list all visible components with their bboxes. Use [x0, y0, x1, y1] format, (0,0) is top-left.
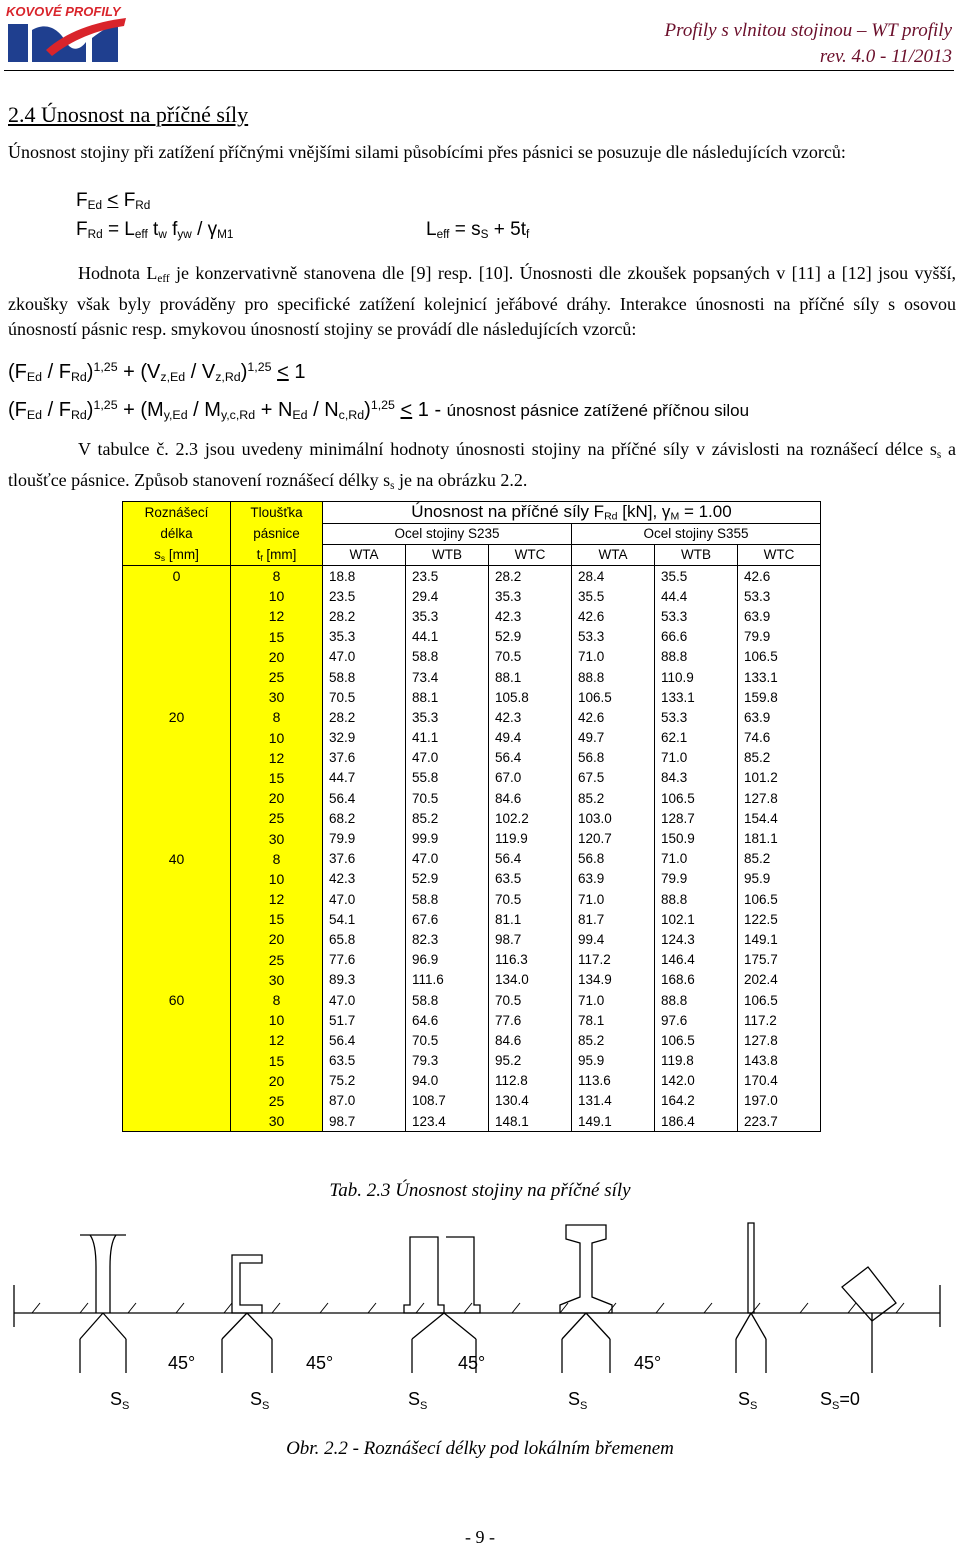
- cell-resistance-value: 95.9: [572, 1051, 655, 1071]
- table-row: [123, 707, 821, 727]
- cell-resistance-value: 95.2: [489, 1051, 572, 1071]
- cell-flange-thickness: 15: [231, 1051, 323, 1071]
- cell-resistance-value: 102.1: [655, 909, 738, 929]
- section-title: 2.4 Únosnost na příčné síly: [8, 102, 249, 127]
- cell-load-length: [123, 768, 231, 788]
- table-row: [123, 1010, 821, 1030]
- cell-resistance-value: 67.5: [572, 768, 655, 788]
- cell-resistance-value: 124.3: [655, 929, 738, 949]
- cell-flange-thickness: 30: [231, 828, 323, 848]
- cell-resistance-value: 81.7: [572, 909, 655, 929]
- table-row: [123, 606, 821, 626]
- cell-load-length: 20: [123, 707, 231, 727]
- cell-resistance-value: 119.9: [489, 828, 572, 848]
- cell-resistance-value: 81.1: [489, 909, 572, 929]
- table-row: [123, 990, 821, 1010]
- table-row: [123, 748, 821, 768]
- cell-resistance-value: 111.6: [406, 970, 489, 990]
- cell-resistance-value: 103.0: [572, 808, 655, 828]
- cell-resistance-value: 37.6: [323, 748, 406, 768]
- cell-resistance-value: 130.4: [489, 1091, 572, 1111]
- angle-label: 45°: [458, 1353, 486, 1373]
- cell-resistance-value: 47.0: [406, 748, 489, 768]
- load-distribution-figure: [0, 1205, 960, 1435]
- cell-resistance-value: 70.5: [323, 687, 406, 707]
- cell-load-length: [123, 1010, 231, 1030]
- cell-resistance-value: 77.6: [323, 950, 406, 970]
- table-row: [123, 566, 821, 587]
- cell-resistance-value: 74.6: [738, 728, 821, 748]
- cell-resistance-value: 47.0: [406, 849, 489, 869]
- header-steel-s235: Ocel stojiny S235: [323, 523, 572, 544]
- cell-load-length: [123, 586, 231, 606]
- table-row: [123, 808, 821, 828]
- document-title: Profily s vlnitou stojinou – WT profily: [664, 20, 952, 41]
- cell-resistance-value: 117.2: [572, 950, 655, 970]
- cell-resistance-value: 106.5: [738, 990, 821, 1010]
- cell-load-length: [123, 1030, 231, 1050]
- cell-resistance-value: 148.1: [489, 1111, 572, 1132]
- cell-resistance-value: 58.8: [406, 889, 489, 909]
- cell-flange-thickness: 8: [231, 849, 323, 869]
- cell-load-length: [123, 889, 231, 909]
- cell-flange-thickness: 15: [231, 909, 323, 929]
- cell-resistance-value: 53.3: [738, 586, 821, 606]
- cell-resistance-value: 142.0: [655, 1071, 738, 1091]
- cell-resistance-value: 202.4: [738, 970, 821, 990]
- cell-flange-thickness: 12: [231, 1030, 323, 1050]
- table-row: [123, 889, 821, 909]
- cell-resistance-value: 131.4: [572, 1091, 655, 1111]
- cell-resistance-value: 134.0: [489, 970, 572, 990]
- cell-resistance-value: 53.3: [572, 627, 655, 647]
- cell-flange-thickness: 12: [231, 606, 323, 626]
- cell-resistance-value: 164.2: [655, 1091, 738, 1111]
- cell-resistance-value: 47.0: [323, 647, 406, 667]
- cell-resistance-value: 42.3: [489, 606, 572, 626]
- cell-resistance-value: 44.7: [323, 768, 406, 788]
- cell-resistance-value: 42.3: [323, 869, 406, 889]
- cell-flange-thickness: 20: [231, 1071, 323, 1091]
- cell-resistance-value: 88.8: [655, 647, 738, 667]
- cell-resistance-value: 71.0: [655, 748, 738, 768]
- cell-load-length: [123, 627, 231, 647]
- table-row: [123, 1051, 821, 1071]
- table-row: [123, 1030, 821, 1050]
- document-header: [665, 18, 952, 70]
- angle-label: 45°: [168, 1353, 196, 1373]
- logo-text: KOVOVÉ PROFILY: [6, 4, 121, 19]
- cell-resistance-value: 49.7: [572, 728, 655, 748]
- cell-resistance-value: 58.8: [406, 990, 489, 1010]
- table-row: [123, 849, 821, 869]
- cell-resistance-value: 66.6: [655, 627, 738, 647]
- cell-resistance-value: 70.5: [406, 1030, 489, 1050]
- cell-flange-thickness: 10: [231, 586, 323, 606]
- cell-resistance-value: 47.0: [323, 990, 406, 1010]
- cell-resistance-value: 85.2: [572, 788, 655, 808]
- cell-resistance-value: 53.3: [655, 606, 738, 626]
- cell-resistance-value: 70.5: [406, 788, 489, 808]
- cell-load-length: [123, 828, 231, 848]
- cell-resistance-value: 119.8: [655, 1051, 738, 1071]
- header-type: WTA: [572, 544, 655, 565]
- cell-flange-thickness: 15: [231, 768, 323, 788]
- cell-resistance-value: 159.8: [738, 687, 821, 707]
- cell-resistance-value: 79.9: [655, 869, 738, 889]
- table-row: [123, 909, 821, 929]
- cell-flange-thickness: 25: [231, 667, 323, 687]
- cell-resistance-value: 106.5: [655, 1030, 738, 1050]
- cell-load-length: [123, 808, 231, 828]
- cell-resistance-value: 106.5: [655, 788, 738, 808]
- cell-resistance-value: 123.4: [406, 1111, 489, 1132]
- table-row: [123, 1111, 821, 1132]
- cell-resistance-value: 98.7: [489, 929, 572, 949]
- table-row: [123, 647, 821, 667]
- body-paragraph: Hodnota $L_{eff}$ je konzervativně stanovena dle [9] resp. [10]. Únosnosti dle zkoušek popsaných v [11] a [12] jsou vyšší, zkoušky však byly prováděny pro specifické zatížení kolejnicí jeřábové dráhy. Interakce únosnosti na příčné síly s osovou únosností pásnic resp. smykovou únosností stojiny se provádí dle následujících vzorců:: [8, 263, 957, 339]
- cell-resistance-value: 68.2: [323, 808, 406, 828]
- cell-resistance-value: 88.8: [655, 990, 738, 1010]
- cell-resistance-value: 149.1: [572, 1111, 655, 1132]
- cell-load-length: [123, 929, 231, 949]
- cell-resistance-value: 41.1: [406, 728, 489, 748]
- intro-paragraph: Únosnost stojiny při zatížení příčnými vnějšími silami působícími přes pásnici se posuzuje dle následujících vzorců:: [8, 142, 846, 162]
- cell-resistance-value: 44.1: [406, 627, 489, 647]
- cell-flange-thickness: 8: [231, 707, 323, 727]
- cell-load-length: [123, 728, 231, 748]
- cell-resistance-value: 175.7: [738, 950, 821, 970]
- cell-resistance-value: 84.6: [489, 788, 572, 808]
- cell-resistance-value: 95.9: [738, 869, 821, 889]
- header-type: WTC: [489, 544, 572, 565]
- cell-load-length: [123, 869, 231, 889]
- formula-resistance: $F_{Rd} = L_{eff}$ $t_w$ $f_{yw} / \gamma_{M1}$: [76, 219, 234, 241]
- cell-resistance-value: 35.5: [572, 586, 655, 606]
- cell-resistance-value: 127.8: [738, 788, 821, 808]
- cell-resistance-value: 88.8: [655, 889, 738, 909]
- cell-load-length: 40: [123, 849, 231, 869]
- cell-resistance-value: 122.5: [738, 909, 821, 929]
- cell-resistance-value: 51.7: [323, 1010, 406, 1030]
- table-row: [123, 828, 821, 848]
- cell-resistance-value: 88.8: [572, 667, 655, 687]
- cell-resistance-value: 79.9: [738, 627, 821, 647]
- cell-resistance-value: 133.1: [738, 667, 821, 687]
- cell-resistance-value: 73.4: [406, 667, 489, 687]
- table-row: [123, 950, 821, 970]
- header-cell-thickness-2: pásnice: [231, 523, 323, 544]
- cell-resistance-value: 88.1: [406, 687, 489, 707]
- cell-resistance-value: 127.8: [738, 1030, 821, 1050]
- cell-flange-thickness: 25: [231, 1091, 323, 1111]
- cell-load-length: [123, 606, 231, 626]
- cell-resistance-value: 28.2: [489, 566, 572, 587]
- ss-label: $S_S$: [408, 1389, 428, 1412]
- cell-resistance-value: 18.8: [323, 566, 406, 587]
- cell-resistance-value: 181.1: [738, 828, 821, 848]
- cell-load-length: [123, 970, 231, 990]
- cell-resistance-value: 88.1: [489, 667, 572, 687]
- header-type: WTA: [323, 544, 406, 565]
- cell-flange-thickness: 8: [231, 566, 323, 587]
- cell-resistance-value: 35.3: [489, 586, 572, 606]
- angle-label: 45°: [634, 1353, 662, 1373]
- cell-load-length: [123, 909, 231, 929]
- cell-flange-thickness: 12: [231, 889, 323, 909]
- table-caption: Tab. 2.3 Únosnost stojiny na příčné síly: [329, 1180, 631, 1201]
- cell-resistance-value: 56.8: [572, 748, 655, 768]
- cell-resistance-value: 28.4: [572, 566, 655, 587]
- cell-resistance-value: 55.8: [406, 768, 489, 788]
- cell-load-length: [123, 788, 231, 808]
- cell-resistance-value: 70.5: [489, 990, 572, 1010]
- cell-resistance-value: 56.8: [572, 849, 655, 869]
- cell-resistance-value: 98.7: [323, 1111, 406, 1132]
- table-row: [123, 929, 821, 949]
- cell-resistance-value: 87.0: [323, 1091, 406, 1111]
- cell-resistance-value: 63.5: [489, 869, 572, 889]
- cell-resistance-value: 105.8: [489, 687, 572, 707]
- cell-load-length: [123, 748, 231, 768]
- cell-resistance-value: 97.6: [655, 1010, 738, 1030]
- cell-resistance-value: 42.6: [572, 707, 655, 727]
- cell-resistance-value: 146.4: [655, 950, 738, 970]
- cell-resistance-value: 78.1: [572, 1010, 655, 1030]
- cell-resistance-value: 117.2: [738, 1010, 821, 1030]
- cell-resistance-value: 85.2: [738, 748, 821, 768]
- cell-resistance-value: 71.0: [572, 647, 655, 667]
- cell-flange-thickness: 30: [231, 687, 323, 707]
- cell-flange-thickness: 30: [231, 970, 323, 990]
- cell-resistance-value: 106.5: [738, 647, 821, 667]
- cell-flange-thickness: 30: [231, 1111, 323, 1132]
- cell-resistance-value: 99.9: [406, 828, 489, 848]
- angle-label: 45°: [306, 1353, 334, 1373]
- cell-resistance-value: 47.0: [323, 889, 406, 909]
- table-row: [123, 667, 821, 687]
- cell-resistance-value: 67.6: [406, 909, 489, 929]
- cell-resistance-value: 56.4: [323, 788, 406, 808]
- cell-resistance-value: 134.9: [572, 970, 655, 990]
- cell-load-length: [123, 687, 231, 707]
- cell-resistance-value: 62.1: [655, 728, 738, 748]
- cell-flange-thickness: 12: [231, 748, 323, 768]
- cell-resistance-value: 32.9: [323, 728, 406, 748]
- cell-resistance-value: 154.4: [738, 808, 821, 828]
- document-revision: rev. 4.0 - 11/2013: [819, 46, 952, 67]
- cell-resistance-value: 23.5: [323, 586, 406, 606]
- cell-load-length: [123, 647, 231, 667]
- cell-resistance-value: 106.5: [572, 687, 655, 707]
- interaction-formula-2: $(F_{Ed} / F_{Rd})^{1,25} + (M_{y,Ed} / M_{y,c,Rd} + N_{Ed} / N_{c,Rd})^{1,25} < 1$ - únosnost pásnice zatížené příčnou silou: [8, 398, 750, 422]
- cell-resistance-value: 65.8: [323, 929, 406, 949]
- header-cell-length: Roznášecí: [123, 502, 231, 524]
- cell-resistance-value: 84.3: [655, 768, 738, 788]
- cell-resistance-value: 186.4: [655, 1111, 738, 1132]
- cell-resistance-value: 120.7: [572, 828, 655, 848]
- formula-condition: $F_{Ed} < F_{Rd}$: [76, 190, 151, 212]
- table-row: [123, 869, 821, 889]
- cell-resistance-value: 170.4: [738, 1071, 821, 1091]
- cell-resistance-value: 133.1: [655, 687, 738, 707]
- table-row: [123, 1091, 821, 1111]
- cell-resistance-value: 85.2: [406, 808, 489, 828]
- cell-load-length: [123, 1111, 231, 1132]
- cell-resistance-value: 42.6: [572, 606, 655, 626]
- ss-label: $S_S$: [110, 1389, 130, 1412]
- cell-resistance-value: 56.4: [489, 748, 572, 768]
- cell-resistance-value: 149.1: [738, 929, 821, 949]
- cell-resistance-value: 128.7: [655, 808, 738, 828]
- cell-resistance-value: 197.0: [738, 1091, 821, 1111]
- formula-effective-length: $L_{eff} = s_S + 5t_f$: [426, 219, 530, 241]
- figure-caption: Obr. 2.2 - Roznášecí délky pod lokálním břemenem: [286, 1438, 674, 1459]
- cell-resistance-value: 63.9: [738, 606, 821, 626]
- cell-resistance-value: 70.5: [489, 647, 572, 667]
- cell-load-length: [123, 950, 231, 970]
- cell-resistance-value: 116.3: [489, 950, 572, 970]
- cell-resistance-value: 35.3: [323, 627, 406, 647]
- cell-resistance-value: 52.9: [489, 627, 572, 647]
- cell-resistance-value: 70.5: [489, 889, 572, 909]
- cell-resistance-value: 82.3: [406, 929, 489, 949]
- cell-load-length: [123, 1091, 231, 1111]
- cell-flange-thickness: 8: [231, 990, 323, 1010]
- cell-resistance-value: 75.2: [323, 1071, 406, 1091]
- header-cell-length-2: délka: [123, 523, 231, 544]
- cell-flange-thickness: 10: [231, 1010, 323, 1030]
- cell-resistance-value: 71.0: [655, 849, 738, 869]
- header-type: WTB: [406, 544, 489, 565]
- cell-resistance-value: 108.7: [406, 1091, 489, 1111]
- cell-resistance-value: 85.2: [738, 849, 821, 869]
- cell-resistance-value: 113.6: [572, 1071, 655, 1091]
- cell-resistance-value: 23.5: [406, 566, 489, 587]
- table-row: [123, 970, 821, 990]
- cell-resistance-value: 58.8: [406, 647, 489, 667]
- cell-flange-thickness: 20: [231, 929, 323, 949]
- resistance-table: [122, 501, 821, 1132]
- cell-resistance-value: 150.9: [655, 828, 738, 848]
- cell-resistance-value: 35.5: [655, 566, 738, 587]
- interaction-formula-1: $(F_{Ed} / F_{Rd})^{1,25} + (V_{z,Ed} / V_{z,Rd})^{1,25} < 1$: [8, 360, 306, 384]
- cell-resistance-value: 79.9: [323, 828, 406, 848]
- table-body: [123, 566, 821, 1132]
- cell-resistance-value: 64.6: [406, 1010, 489, 1030]
- ss-label: $S_S=0$: [820, 1389, 860, 1412]
- cell-load-length: 60: [123, 990, 231, 1010]
- table-row: [123, 627, 821, 647]
- cell-resistance-value: 56.4: [323, 1030, 406, 1050]
- cell-load-length: [123, 1051, 231, 1071]
- cell-resistance-value: 71.0: [572, 990, 655, 1010]
- cell-resistance-value: 89.3: [323, 970, 406, 990]
- cell-flange-thickness: 10: [231, 728, 323, 748]
- cell-resistance-value: 49.4: [489, 728, 572, 748]
- cell-resistance-value: 106.5: [738, 889, 821, 909]
- page-number: - 9 -: [465, 1527, 495, 1547]
- cell-resistance-value: 52.9: [406, 869, 489, 889]
- cell-resistance-value: 44.4: [655, 586, 738, 606]
- cell-resistance-value: 143.8: [738, 1051, 821, 1071]
- cell-load-length: 0: [123, 566, 231, 587]
- table-row: [123, 1071, 821, 1091]
- ss-label: $S_S$: [250, 1389, 270, 1412]
- cell-resistance-value: 168.6: [655, 970, 738, 990]
- ss-label: $S_S$: [738, 1389, 758, 1412]
- cell-resistance-value: 79.3: [406, 1051, 489, 1071]
- cell-resistance-value: 42.3: [489, 707, 572, 727]
- cell-resistance-value: 85.2: [572, 1030, 655, 1050]
- cell-load-length: [123, 1071, 231, 1091]
- cell-flange-thickness: 10: [231, 869, 323, 889]
- cell-flange-thickness: 25: [231, 950, 323, 970]
- cell-resistance-value: 99.4: [572, 929, 655, 949]
- cell-resistance-value: 56.4: [489, 849, 572, 869]
- cell-flange-thickness: 20: [231, 788, 323, 808]
- cell-resistance-value: 101.2: [738, 768, 821, 788]
- cell-resistance-value: 37.6: [323, 849, 406, 869]
- cell-resistance-value: 71.0: [572, 889, 655, 909]
- cell-resistance-value: 28.2: [323, 606, 406, 626]
- cell-resistance-value: 110.9: [655, 667, 738, 687]
- cell-resistance-value: 28.2: [323, 707, 406, 727]
- cell-resistance-value: 67.0: [489, 768, 572, 788]
- cell-resistance-value: 63.9: [738, 707, 821, 727]
- table-row: [123, 728, 821, 748]
- header-cell-thickness-3: $t_f$ [mm]: [231, 544, 323, 565]
- cell-resistance-value: 35.3: [406, 606, 489, 626]
- table-row: [123, 687, 821, 707]
- header-cell-length-3: $s_s$ [mm]: [123, 544, 231, 565]
- cell-resistance-value: 42.6: [738, 566, 821, 587]
- cell-resistance-value: 58.8: [323, 667, 406, 687]
- cell-flange-thickness: 20: [231, 647, 323, 667]
- cell-flange-thickness: 15: [231, 627, 323, 647]
- table-row: [123, 788, 821, 808]
- header-steel-s355: Ocel stojiny S355: [572, 523, 821, 544]
- cell-resistance-value: 63.5: [323, 1051, 406, 1071]
- cell-resistance-value: 84.6: [489, 1030, 572, 1050]
- table-row: [123, 768, 821, 788]
- cell-resistance-value: 102.2: [489, 808, 572, 828]
- cell-resistance-value: 94.0: [406, 1071, 489, 1091]
- cell-flange-thickness: 25: [231, 808, 323, 828]
- table-row: [123, 586, 821, 606]
- header-type: WTB: [655, 544, 738, 565]
- cell-resistance-value: 35.3: [406, 707, 489, 727]
- header-type: WTC: [738, 544, 821, 565]
- cell-resistance-value: 53.3: [655, 707, 738, 727]
- cell-resistance-value: 29.4: [406, 586, 489, 606]
- cell-resistance-value: 54.1: [323, 909, 406, 929]
- cell-resistance-value: 112.8: [489, 1071, 572, 1091]
- header-cell-thickness: Tloušťka: [231, 502, 323, 524]
- table-intro-paragraph: V tabulce č. 2.3 jsou uvedeny minimální hodnoty únosnosti stojiny na příčné síly v závislosti na roznášecí délce $s_s$ a tloušťce pásnice. Způsob stanovení roznášecí délky $s_s$ je na obrázku 2.2.: [8, 439, 956, 492]
- cell-resistance-value: 223.7: [738, 1111, 821, 1132]
- cell-resistance-value: 77.6: [489, 1010, 572, 1030]
- cell-resistance-value: 63.9: [572, 869, 655, 889]
- company-logo: [6, 2, 141, 64]
- header-main-title: Únosnost na příčné síly $F_{Rd}$ [kN], $\gamma_M = 1.00$: [323, 502, 821, 524]
- cell-load-length: [123, 667, 231, 687]
- header-divider: [4, 70, 954, 71]
- ss-label: $S_S$: [568, 1389, 588, 1412]
- cell-resistance-value: 96.9: [406, 950, 489, 970]
